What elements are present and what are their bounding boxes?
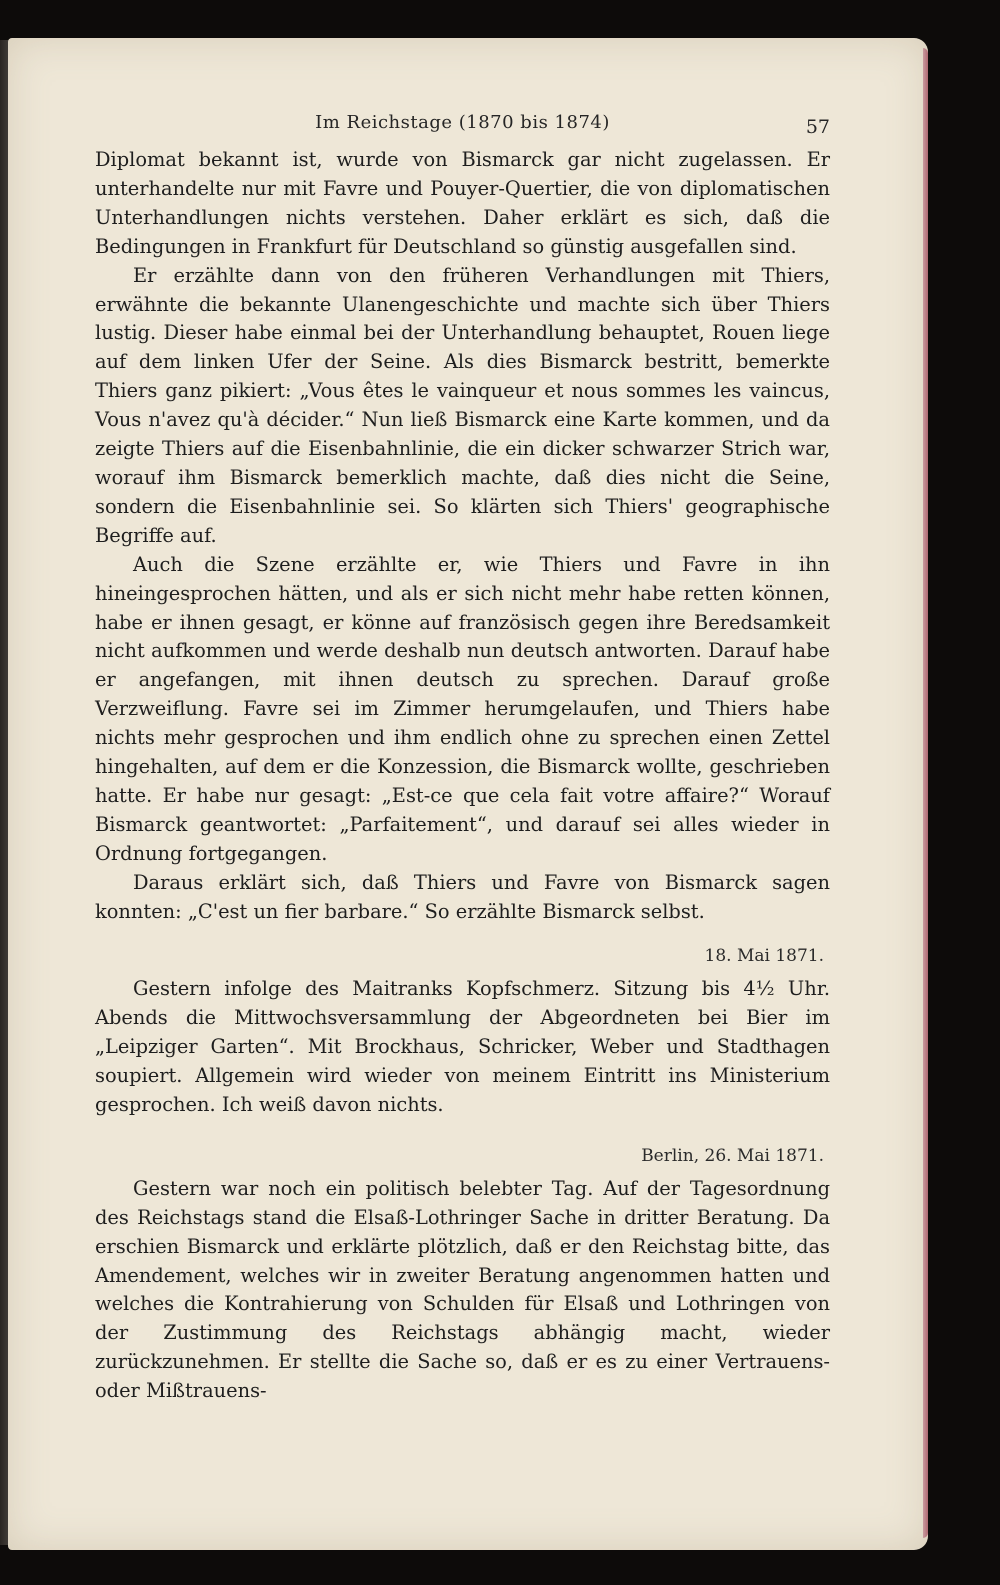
diary-entry-26-mai xyxy=(95,1142,830,1406)
entry-date: 18. Mai 1871. xyxy=(704,946,824,967)
paragraph: Er erzählte dann von den früheren Verhandlungen mit Thiers, erwähnte die bekannte Ulanengeschichte und machte sich über Thiers lustig. Dieser habe einmal bei der Unterhandlung behauptet, Rouen liege auf dem linken Ufer der Seine. Als dies Bismarck bestritt, bemerkte Thiers ganz pikiert: „Vous êtes le vainqueur et nous sommes les vaincus, Vous n'avez qu'à décider.“ Nun ließ Bismarck eine Karte kommen, und da zeigte Thiers auf die Eisenbahnlinie, die ein dicker schwarzer Strich war, worauf ihm Bismarck bemerklich machte, daß dies nicht die Seine, sondern die Eisenbahnlinie sei. So klärten sich Thiers' geographische Begriffe auf. xyxy=(95,263,830,547)
paragraph: Diplomat bekannt ist, wurde von Bismarck gar nicht zugelassen. Er unterhandelte nur mit Favre und Pouyer-Quertier, die von diplomatischen Unterhandlungen nichts verstehen. Daher erklärt es sich, daß die Bedingungen in Frankfurt für Deutschland so günstig ausgefallen sind. xyxy=(95,148,830,258)
entry-date: Berlin, 26. Mai 1871. xyxy=(641,1145,824,1166)
body-text xyxy=(95,146,830,1406)
paragraph: Gestern war noch ein politisch belebter Tag. Auf der Tagesordnung des Reichstags stand die Elsaß-Lothringer Sache in dritter Beratung. Da erschien Bismarck und erklärte plötzlich, daß er den Reichstag bitte, das Amendement, welches wir in zweiter Beratung angenommen hatten und welches die Kontrahierung von Schulden für Elsaß und Lothringen von der Zustimmung des Reichstags abhängig macht, wieder zurückzunehmen. Er stellte die Sache so, daß er es zu einer Vertrauens- oder Mißtrauens- xyxy=(95,1176,830,1403)
paragraph: Auch die Szene erzählte er, wie Thiers und Favre in ihn hineingesprochen hätten, und als er sich nicht mehr habe retten können, habe er ihnen gesagt, er könne auf französisch gegen ihre Beredsamkeit nicht aufkommen und werde deshalb nun deutsch antworten. Darauf habe er angefangen, mit ihnen deutsch zu sprechen. Darauf große Verzweiflung. Favre sei im Zimmer herumgelaufen, und Thiers habe nichts mehr gesprochen und ihm endlich ohne zu sprechen einen Zettel hingehalten, auf dem er die Konzession, die Bismarck wollte, geschrieben hatte. Er habe nur gesagt: „Est-ce que cela fait votre affaire?“ Worauf Bismarck geantwortet: „Parfaitement“, und darauf sei alles wieder in Ordnung fortgegangen. xyxy=(95,552,830,865)
page-header xyxy=(95,108,830,144)
paragraph: Gestern infolge des Maitranks Kopfschmerz. Sitzung bis 4½ Uhr. Abends die Mittwochsversammlung der Abgeordneten bei Bier im „Leipziger Garten“. Mit Brockhaus, Schricker, Weber und Stadthagen soupiert. Allgemein wird wieder von meinem Eintritt ins Ministerium gesprochen. Ich weiß davon nichts. xyxy=(95,977,830,1116)
entry-continued xyxy=(95,146,830,926)
page-number: 57 xyxy=(805,116,830,138)
paragraph: Daraus erklärt sich, daß Thiers und Favre von Bismarck sagen konnten: „C'est un fier barbare.“ So erzählte Bismarck selbst. xyxy=(95,870,830,923)
running-head: Im Reichstage (1870 bis 1874) xyxy=(315,112,610,133)
diary-entry-18-mai xyxy=(95,942,830,1119)
page-edge xyxy=(923,48,928,1538)
